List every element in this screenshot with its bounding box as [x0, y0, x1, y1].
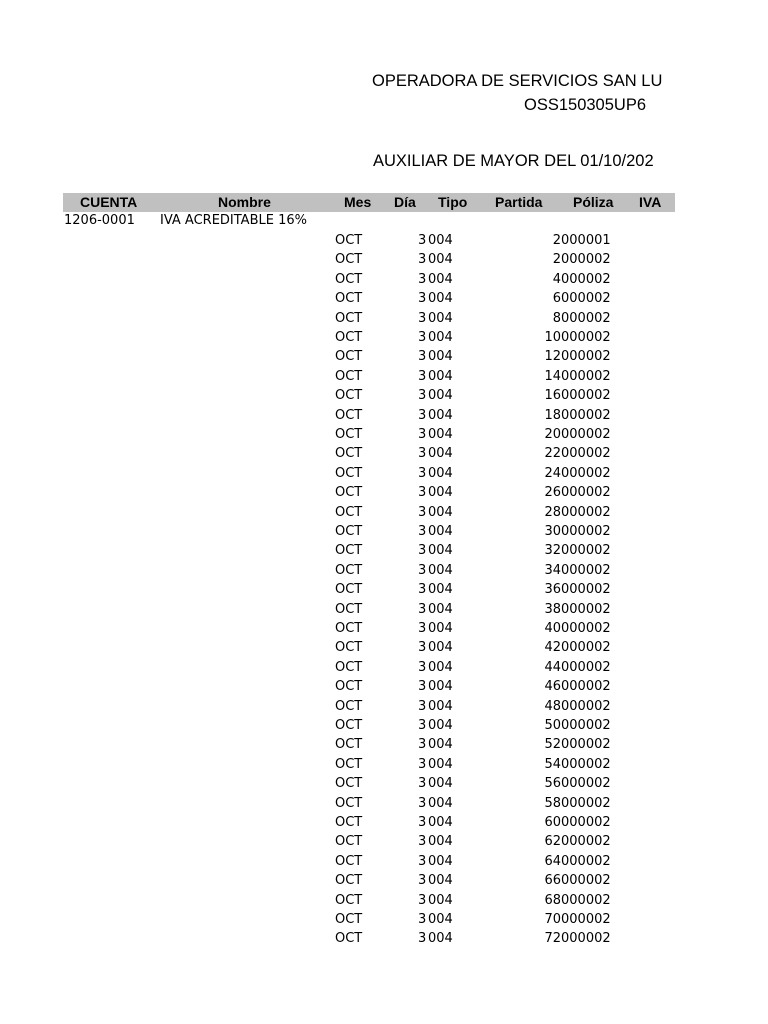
- row-dia: 3: [418, 330, 427, 345]
- company-rfc: OSS150305UP6: [524, 96, 647, 114]
- row-poliza: 000001: [561, 233, 611, 248]
- row-poliza: 000002: [561, 698, 611, 714]
- table-row: [0, 834, 768, 853]
- row-partida: 68: [544, 892, 561, 908]
- table-row: [0, 737, 768, 756]
- row-dia: 3: [418, 776, 427, 792]
- row-poliza: 000002: [561, 310, 611, 326]
- row-dia: 3: [418, 892, 427, 908]
- row-dia: 3: [418, 233, 427, 248]
- row-dia: 3: [418, 737, 427, 753]
- row-poliza: 000002: [561, 543, 611, 559]
- row-poliza: 000002: [561, 330, 611, 345]
- row-poliza: 000002: [561, 368, 611, 384]
- row-tipo: 004: [428, 873, 453, 889]
- row-poliza: 000002: [561, 892, 611, 908]
- row-dia: 3: [418, 601, 427, 617]
- row-mes: OCT: [335, 368, 363, 384]
- table-row: [0, 796, 768, 815]
- row-partida: 58: [544, 795, 561, 811]
- table-row: [0, 349, 768, 368]
- column-header-mes: Mes: [344, 194, 372, 210]
- row-dia: 3: [418, 291, 427, 307]
- row-dia: 3: [418, 543, 427, 559]
- row-partida: 8: [552, 310, 561, 326]
- row-tipo: 004: [428, 621, 453, 636]
- row-mes: OCT: [335, 407, 363, 423]
- row-mes: OCT: [335, 718, 363, 733]
- row-poliza: 000002: [561, 427, 611, 442]
- table-row: [0, 369, 768, 388]
- row-tipo: 004: [428, 795, 453, 811]
- row-poliza: 000002: [561, 659, 611, 675]
- table-row: [0, 854, 768, 873]
- row-mes: OCT: [335, 815, 363, 830]
- row-mes: OCT: [335, 543, 363, 559]
- row-dia: 3: [418, 349, 427, 365]
- row-partida: 64: [544, 853, 561, 869]
- table-row: [0, 427, 768, 446]
- row-tipo: 004: [428, 543, 453, 559]
- row-mes: OCT: [335, 427, 363, 442]
- row-tipo: 004: [428, 465, 453, 481]
- row-dia: 3: [418, 446, 427, 462]
- row-partida: 34: [544, 562, 561, 578]
- row-partida: 22: [544, 446, 561, 462]
- row-partida: 54: [544, 756, 561, 772]
- company-name: OPERADORA DE SERVICIOS SAN LU: [372, 72, 663, 90]
- account-name: IVA ACREDITABLE 16%: [160, 213, 307, 228]
- row-mes: OCT: [335, 446, 363, 462]
- table-row: [0, 408, 768, 427]
- table-row: [0, 660, 768, 679]
- row-poliza: 000002: [561, 776, 611, 792]
- table-row: [0, 252, 768, 271]
- row-tipo: 004: [428, 524, 453, 539]
- row-partida: 62: [544, 834, 561, 850]
- row-tipo: 004: [428, 582, 453, 598]
- row-tipo: 004: [428, 504, 453, 520]
- table-row: [0, 893, 768, 912]
- row-mes: OCT: [335, 737, 363, 753]
- row-dia: 3: [418, 582, 427, 598]
- row-dia: 3: [418, 698, 427, 714]
- row-dia: 3: [418, 931, 427, 947]
- row-mes: OCT: [335, 776, 363, 792]
- row-poliza: 000002: [561, 853, 611, 869]
- row-mes: OCT: [335, 892, 363, 908]
- row-poliza: 000002: [561, 271, 611, 287]
- row-dia: 3: [418, 834, 427, 850]
- row-poliza: 000002: [561, 524, 611, 539]
- row-mes: OCT: [335, 233, 363, 248]
- column-header-tipo: Tipo: [438, 194, 468, 210]
- row-partida: 30: [544, 524, 561, 539]
- row-partida: 32: [544, 543, 561, 559]
- row-partida: 6: [552, 291, 561, 307]
- row-tipo: 004: [428, 659, 453, 675]
- table-row: [0, 640, 768, 659]
- row-partida: 46: [544, 679, 561, 695]
- table-row: [0, 757, 768, 776]
- row-poliza: 000002: [561, 485, 611, 501]
- row-mes: OCT: [335, 659, 363, 675]
- table-header: [63, 193, 675, 212]
- row-tipo: 004: [428, 562, 453, 578]
- row-dia: 3: [418, 621, 427, 636]
- row-poliza: 000002: [561, 873, 611, 889]
- row-tipo: 004: [428, 349, 453, 365]
- row-tipo: 004: [428, 388, 453, 404]
- table-row: [0, 272, 768, 291]
- row-partida: 70: [544, 912, 561, 927]
- row-poliza: 000002: [561, 582, 611, 598]
- row-dia: 3: [418, 795, 427, 811]
- table-row: [0, 815, 768, 834]
- row-poliza: 000002: [561, 718, 611, 733]
- row-poliza: 000002: [561, 621, 611, 636]
- table-row: [0, 912, 768, 931]
- row-mes: OCT: [335, 388, 363, 404]
- row-mes: OCT: [335, 291, 363, 307]
- row-tipo: 004: [428, 776, 453, 792]
- row-dia: 3: [418, 679, 427, 695]
- row-dia: 3: [418, 271, 427, 287]
- row-poliza: 000002: [561, 912, 611, 927]
- table-row: [0, 524, 768, 543]
- table-row: [0, 446, 768, 465]
- row-partida: 4: [552, 271, 561, 287]
- row-partida: 12: [544, 349, 561, 365]
- table-row: [0, 621, 768, 640]
- row-poliza: 000002: [561, 291, 611, 307]
- row-partida: 2: [552, 233, 561, 248]
- table-row: [0, 718, 768, 737]
- row-tipo: 004: [428, 291, 453, 307]
- table-row: [0, 679, 768, 698]
- row-poliza: 000002: [561, 756, 611, 772]
- row-dia: 3: [418, 912, 427, 927]
- table-row: [0, 388, 768, 407]
- row-dia: 3: [418, 368, 427, 384]
- table-row: [0, 563, 768, 582]
- row-poliza: 000002: [561, 679, 611, 695]
- row-partida: 24: [544, 465, 561, 481]
- row-tipo: 004: [428, 252, 453, 268]
- row-dia: 3: [418, 465, 427, 481]
- row-mes: OCT: [335, 330, 363, 345]
- row-tipo: 004: [428, 407, 453, 423]
- row-dia: 3: [418, 504, 427, 520]
- table-row: [0, 466, 768, 485]
- row-partida: 40: [544, 621, 561, 636]
- row-dia: 3: [418, 310, 427, 326]
- row-partida: 14: [544, 368, 561, 384]
- row-poliza: 000002: [561, 407, 611, 423]
- row-partida: 66: [544, 873, 561, 889]
- row-poliza: 000002: [561, 388, 611, 404]
- row-dia: 3: [418, 853, 427, 869]
- row-mes: OCT: [335, 679, 363, 695]
- row-poliza: 000002: [561, 931, 611, 947]
- row-tipo: 004: [428, 427, 453, 442]
- table-row: [0, 330, 768, 349]
- row-partida: 52: [544, 737, 561, 753]
- row-dia: 3: [418, 524, 427, 539]
- row-partida: 20: [544, 427, 561, 442]
- row-dia: 3: [418, 252, 427, 268]
- row-dia: 3: [418, 485, 427, 501]
- row-mes: OCT: [335, 562, 363, 578]
- row-mes: OCT: [335, 640, 363, 656]
- table-row: [0, 543, 768, 562]
- row-partida: 28: [544, 504, 561, 520]
- row-mes: OCT: [335, 465, 363, 481]
- row-partida: 50: [544, 718, 561, 733]
- table-row: [0, 505, 768, 524]
- row-partida: 42: [544, 640, 561, 656]
- row-dia: 3: [418, 562, 427, 578]
- table-row: [0, 931, 768, 950]
- row-mes: OCT: [335, 524, 363, 539]
- row-mes: OCT: [335, 873, 363, 889]
- row-mes: OCT: [335, 485, 363, 501]
- row-mes: OCT: [335, 271, 363, 287]
- table-row: [0, 873, 768, 892]
- row-poliza: 000002: [561, 465, 611, 481]
- row-partida: 36: [544, 582, 561, 598]
- row-poliza: 000002: [561, 601, 611, 617]
- row-tipo: 004: [428, 601, 453, 617]
- row-partida: 16: [544, 388, 561, 404]
- row-tipo: 004: [428, 892, 453, 908]
- table-row: [0, 602, 768, 621]
- row-partida: 26: [544, 485, 561, 501]
- table-row: [0, 291, 768, 310]
- row-partida: 56: [544, 776, 561, 792]
- row-mes: OCT: [335, 310, 363, 326]
- row-dia: 3: [418, 640, 427, 656]
- row-poliza: 000002: [561, 795, 611, 811]
- table-row: [0, 485, 768, 504]
- column-header-nombre: Nombre: [218, 194, 271, 210]
- row-mes: OCT: [335, 621, 363, 636]
- row-tipo: 004: [428, 834, 453, 850]
- row-tipo: 004: [428, 698, 453, 714]
- row-tipo: 004: [428, 931, 453, 947]
- account-code: 1206-0001: [64, 213, 135, 228]
- row-partida: 38: [544, 601, 561, 617]
- row-tipo: 004: [428, 446, 453, 462]
- row-tipo: 004: [428, 815, 453, 830]
- row-dia: 3: [418, 873, 427, 889]
- row-mes: OCT: [335, 252, 363, 268]
- row-dia: 3: [418, 756, 427, 772]
- row-dia: 3: [418, 815, 427, 830]
- row-poliza: 000002: [561, 640, 611, 656]
- row-partida: 48: [544, 698, 561, 714]
- row-tipo: 004: [428, 368, 453, 384]
- row-tipo: 004: [428, 912, 453, 927]
- table-row: [0, 233, 768, 252]
- row-mes: OCT: [335, 853, 363, 869]
- row-dia: 3: [418, 427, 427, 442]
- row-poliza: 000002: [561, 349, 611, 365]
- row-tipo: 004: [428, 853, 453, 869]
- row-mes: OCT: [335, 756, 363, 772]
- row-partida: 18: [544, 407, 561, 423]
- row-tipo: 004: [428, 718, 453, 733]
- row-mes: OCT: [335, 912, 363, 927]
- row-poliza: 000002: [561, 815, 611, 830]
- row-dia: 3: [418, 388, 427, 404]
- row-poliza: 000002: [561, 834, 611, 850]
- table-row: [0, 582, 768, 601]
- row-tipo: 004: [428, 679, 453, 695]
- row-tipo: 004: [428, 640, 453, 656]
- row-partida: 44: [544, 659, 561, 675]
- row-dia: 3: [418, 407, 427, 423]
- row-poliza: 000002: [561, 446, 611, 462]
- row-mes: OCT: [335, 698, 363, 714]
- row-tipo: 004: [428, 737, 453, 753]
- row-dia: 3: [418, 659, 427, 675]
- row-mes: OCT: [335, 601, 363, 617]
- row-mes: OCT: [335, 795, 363, 811]
- report-title: AUXILIAR DE MAYOR DEL 01/10/202: [373, 152, 654, 170]
- row-mes: OCT: [335, 349, 363, 365]
- row-poliza: 000002: [561, 562, 611, 578]
- row-mes: OCT: [335, 834, 363, 850]
- column-header-dia: Día: [394, 194, 416, 210]
- row-partida: 60: [544, 815, 561, 830]
- row-tipo: 004: [428, 310, 453, 326]
- row-poliza: 000002: [561, 737, 611, 753]
- row-partida: 10: [544, 330, 561, 345]
- row-dia: 3: [418, 718, 427, 733]
- column-header-poliza: Póliza: [573, 194, 614, 210]
- row-mes: OCT: [335, 504, 363, 520]
- row-tipo: 004: [428, 756, 453, 772]
- column-header-cuenta: CUENTA: [80, 194, 138, 210]
- table-row: [0, 311, 768, 330]
- row-mes: OCT: [335, 931, 363, 947]
- row-poliza: 000002: [561, 252, 611, 268]
- column-header-partida: Partida: [495, 194, 543, 210]
- row-tipo: 004: [428, 485, 453, 501]
- table-row: [0, 776, 768, 795]
- table-row: [0, 699, 768, 718]
- row-partida: 72: [544, 931, 561, 947]
- row-tipo: 004: [428, 330, 453, 345]
- column-header-iva: IVA: [639, 194, 662, 210]
- row-mes: OCT: [335, 582, 363, 598]
- row-poliza: 000002: [561, 504, 611, 520]
- row-tipo: 004: [428, 233, 453, 248]
- row-tipo: 004: [428, 271, 453, 287]
- row-partida: 2: [552, 252, 561, 268]
